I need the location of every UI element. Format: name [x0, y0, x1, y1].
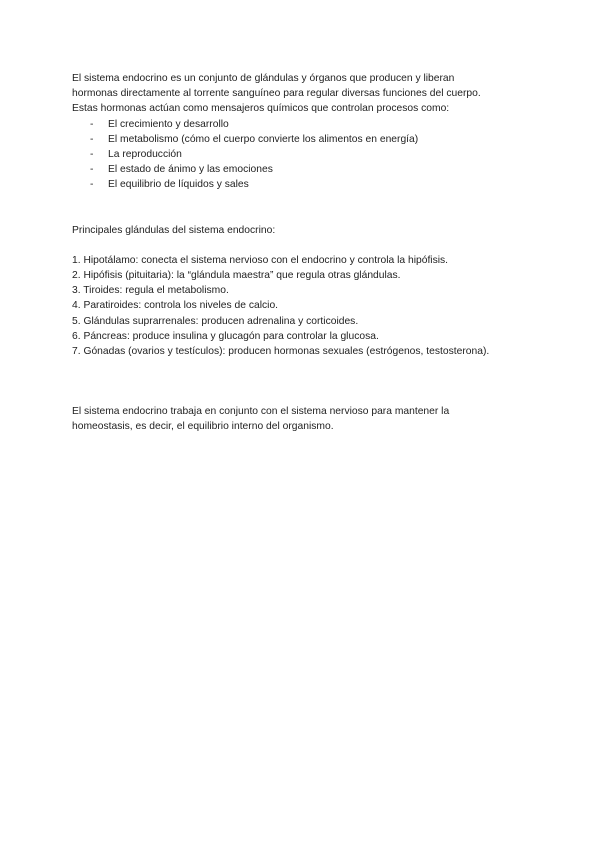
document-page	[72, 71, 532, 435]
conclusion-line: El sistema endocrino trabaja en conjunto con el sistema nervioso para mantener la	[72, 406, 450, 418]
bullet-text: La reproducción	[108, 149, 182, 161]
intro-line: hormonas directamente al torrente sanguíneo para regular diversas funciones del cuerpo.	[72, 88, 481, 100]
gland-item: 1. Hipotálamo: conecta el sistema nervioso con el endocrino y controla la hipófisis.	[72, 254, 449, 266]
bullet-dash: -	[90, 118, 94, 130]
bullet-dash: -	[90, 133, 94, 145]
glands-heading: Principales glándulas del sistema endocrino:	[72, 224, 276, 236]
intro-line: El sistema endocrino es un conjunto de glándulas y órganos que producen y liberan	[72, 73, 455, 84]
bullet-item	[72, 132, 532, 147]
intro-paragraph	[72, 71, 532, 117]
glands-numbered-list	[72, 253, 532, 359]
gland-item: 2. Hipófisis (pituitaria): la “glándula maestra” que regula otras glándulas.	[72, 270, 401, 282]
process-bullet-list	[72, 117, 532, 193]
bullet-item	[72, 177, 532, 192]
gland-item: 6. Páncreas: produce insulina y glucagón para controlar la glucosa.	[72, 330, 379, 342]
bullet-text: El estado de ánimo y las emociones	[108, 164, 273, 176]
conclusion-paragraph	[72, 404, 532, 434]
bullet-item	[72, 147, 532, 162]
bullet-dash: -	[90, 164, 94, 176]
bullet-dash: -	[90, 179, 94, 191]
gland-item: 3. Tiroides: regula el metabolismo.	[72, 285, 229, 297]
bullet-text: El metabolismo (cómo el cuerpo convierte los alimentos en energía)	[108, 133, 419, 145]
conclusion-line: homeostasis, es decir, el equilibrio interno del organismo.	[72, 421, 334, 433]
bullet-text: El crecimiento y desarrollo	[108, 118, 229, 130]
intro-line: Estas hormonas actúan como mensajeros químicos que controlan procesos como:	[72, 103, 450, 115]
bullet-item	[72, 117, 532, 132]
bullet-item	[72, 162, 532, 177]
gland-item: 5. Glándulas suprarrenales: producen adrenalina y corticoides.	[72, 315, 359, 327]
bullet-text: El equilibrio de líquidos y sales	[108, 179, 249, 191]
bullet-dash: -	[90, 149, 94, 161]
gland-item: 4. Paratiroides: controla los niveles de calcio.	[72, 300, 279, 312]
gland-item: 7. Gónadas (ovarios y testículos): producen hormonas sexuales (estrógenos, testosterona).	[72, 346, 490, 358]
